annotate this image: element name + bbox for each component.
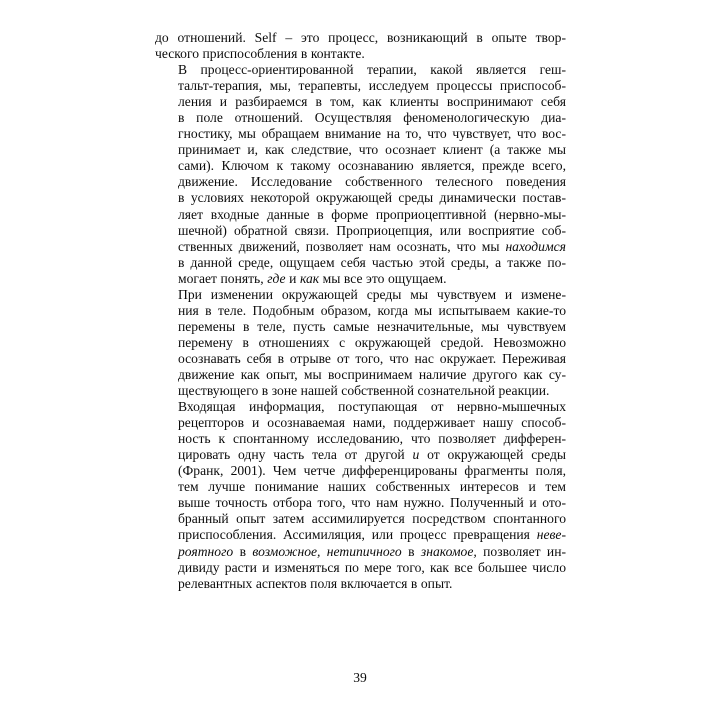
text-line: могает понять, где и как мы все это ощущаем. <box>178 270 447 286</box>
text-line: При изменении окружающей среды мы чувствуем и измене- <box>178 286 566 302</box>
text-line: бранный опыт затем ассимилируется посредством спонтанного <box>178 511 566 527</box>
page-number: 39 <box>353 670 367 685</box>
text-line: ществующего в зоне нашей собственной сознательной реакции. <box>178 383 550 399</box>
text-line: тем лучше понимание наших собственных интересов и тем <box>178 479 566 495</box>
text-line: (Франк, 2001). Чем четче дифференцированы фрагменты поля, <box>178 463 566 479</box>
text-line: перемены в теле, пусть самые незначительные, мы чувствуем <box>178 318 566 334</box>
text-line: ческого приспособления в контакте. <box>155 46 365 62</box>
text-line: ность к спонтанному исследованию, что позволяет дифферен- <box>178 431 566 447</box>
paragraph-4 <box>155 399 566 592</box>
text-line: шечной) обратной связи. Проприоцепция, или восприятие соб- <box>178 222 566 238</box>
text-line: В процесс-ориентированной терапии, какой является геш- <box>178 62 566 78</box>
paragraph-2 <box>155 62 566 287</box>
text-line: в поле отношений. Осуществляя феноменологическую диа- <box>178 110 566 126</box>
text-line: дивиду расти и изменяться по мере того, как все большее число <box>178 559 566 575</box>
text-line: рецепторов и осознаваемая нами, поддерживает нашу способ- <box>178 415 566 431</box>
text-line: сами). Ключом к такому осознаванию является, прежде всего, <box>178 158 566 174</box>
paragraph-3 <box>155 287 566 399</box>
text-line: в условиях некоторой окружающей среды динамически постав- <box>178 190 566 206</box>
text-line: принимает и, как следствие, что осознает клиент (а также мы <box>178 142 566 158</box>
text-line: ственных движений, позволяет нам осознать, что мы находимся <box>178 238 566 254</box>
text-line: движение как опыт, мы воспринимаем наличие другого как су- <box>178 366 566 382</box>
text-line: в данной среде, ощущаем себя частью этой среды, а также по- <box>178 254 566 270</box>
text-line: осознавать себя в отрыве от того, что нас окружает. Переживая <box>178 350 566 366</box>
text-line: Входящая информация, поступающая от нервно-мышечных <box>178 399 566 415</box>
text-line: роятного в возможное, нетипичного в знакомое, позволяет ин- <box>178 543 566 559</box>
text-line: приспособления. Ассимиляция, или процесс превращения неве- <box>178 527 566 543</box>
text-line: гностику, мы обращаем внимание на то, что чувствует, что вос- <box>178 126 566 142</box>
text-line: движение. Исследование собственного телесного поведения <box>178 174 566 190</box>
text-line: ляет входные данные в форме проприоцептивной (нервно-мы- <box>178 206 566 222</box>
paragraph-1 <box>155 30 566 62</box>
text-line: ния в теле. Подобным образом, когда мы испытываем какие-то <box>178 302 566 318</box>
text-line: выше точность отбора того, что нам нужно. Полученный и ото- <box>178 495 566 511</box>
page-body-text <box>155 30 566 592</box>
text-line: ления и разбираемся в том, как клиенты воспринимают себя <box>178 94 566 110</box>
text-line: перемену в отношениях с окружающей средой. Невозможно <box>178 334 566 350</box>
text-line: до отношений. Self – это процесс, возникающий в опыте твор- <box>155 30 566 45</box>
text-line: тальт-терапия, мы, терапевты, исследуем процессы приспособ- <box>178 78 566 94</box>
text-line: релевантных аспектов поля включается в опыт. <box>178 575 453 591</box>
text-line: цировать одну часть тела от другой и от окружающей среды <box>178 447 566 463</box>
